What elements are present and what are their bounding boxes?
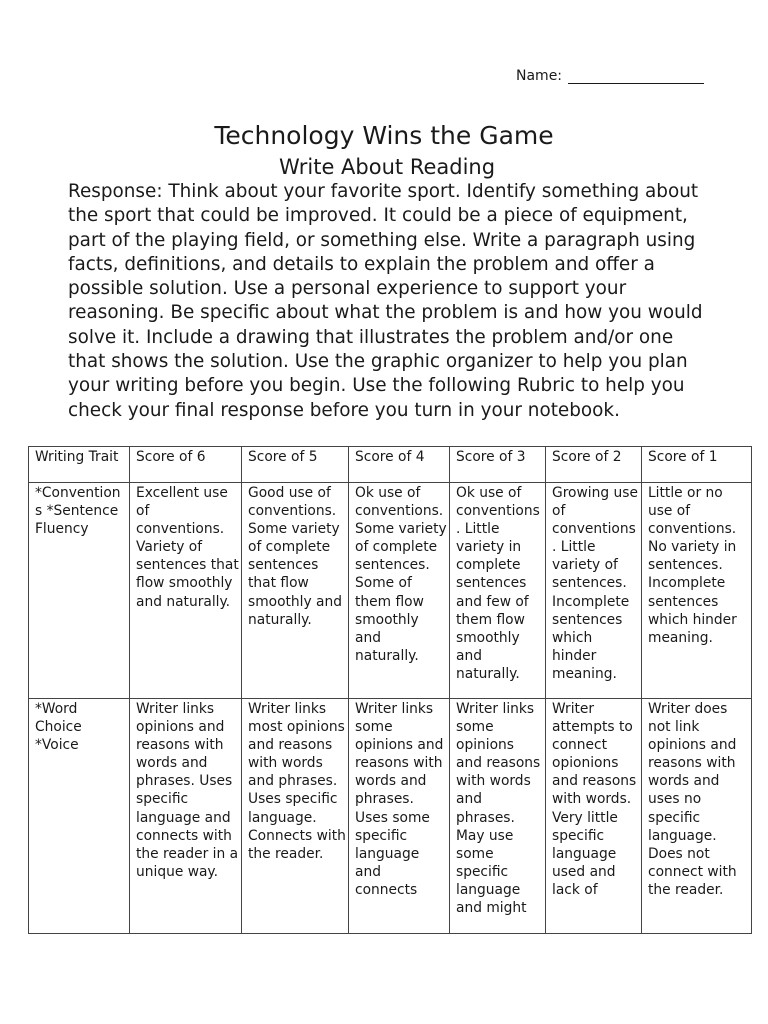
score-3-cell [450,699,546,934]
score-5-text: Good use of conventions. Some variety of complete sentences that flow smoothly and naturally. [248,485,343,628]
score-2-text: Writer attempts to connect opionions and reasons with words. Very little specific language used and lack of [552,701,637,898]
score-4-text: Ok use of conventions. Some variety of complete sentences. Some of them flow smoothly and naturally. [355,485,447,664]
name-label: Name: [516,68,563,84]
header-score-3: Score of 3 [450,447,546,483]
worksheet-subtitle: Write About Reading [278,155,496,179]
score-5-cell [242,699,349,934]
header-score-1: Score of 1 [642,447,752,483]
score-1-text: Little or no use of conventions. No variety in sentences. Incomplete sentences which hinder meaning. [648,485,737,646]
score-1-cell [642,483,752,699]
worksheet-title: Technology Wins the Game [214,121,554,150]
score-1-text: Writer does not link opinions and reasons with words and uses no specific language. Does not connect with the reader. [648,701,737,898]
score-3-text: Writer links some opinions and reasons with words and phrases. May use some specific language and might [456,701,541,917]
name-blank-line[interactable] [568,68,704,84]
header-score-2: Score of 2 [546,447,642,483]
score-5-cell [242,483,349,699]
score-6-cell [130,699,242,934]
trait-text: *Conventions *Sentence Fluency [35,485,121,538]
score-2-text: Growing use of conventions. Little variety of sentences. Incomplete sentences which hinder meaning. [552,485,638,682]
name-field[interactable] [516,68,704,84]
header-writing-trait: Writing Trait [29,447,130,483]
rubric-row-conventions [29,483,752,699]
rubric-row-word-choice [29,699,752,934]
trait-cell [29,699,130,934]
header-score-4: Score of 4 [349,447,450,483]
response-prompt: Response: Think about your favorite sport. Identify something about the sport that could be improved. It could be a piece of equipment, part of the playing field, or something else. Write a paragraph using facts, definitions, and details to explain the problem and offer a possible solution. Use a personal experience to support your reasoning. Be specific about what the problem is and how you would solve it. Include a drawing that illustrates the problem and/or one that shows the solution. Use the graphic organizer to help you plan your writing before you begin. Use the following Rubric to help you check your final response before you turn in your notebook. [68,181,703,421]
score-3-cell [450,483,546,699]
score-6-text: Writer links opinions and reasons with words and phrases. Uses specific language and connects with the reader in a unique way. [136,701,239,880]
rubric-header-row [29,447,752,483]
score-4-cell [349,483,450,699]
score-5-text: Writer links most opinions and reasons with words and phrases. Uses specific language. Connects with the reader. [248,701,346,862]
trait-cell [29,483,130,699]
score-6-cell [130,483,242,699]
score-4-text: Writer links some opinions and reasons with words and phrases. Uses some specific language and connects [355,701,444,898]
score-2-cell [546,699,642,934]
header-score-6: Score of 6 [130,447,242,483]
score-6-text: Excellent use of conventions. Variety of sentences that flow smoothly and naturally. [136,485,239,610]
score-4-cell [349,699,450,934]
header-score-5: Score of 5 [242,447,349,483]
score-3-text: Ok use of conventions. Little variety in complete sentences and few of them flow smoothly and naturally. [456,485,540,682]
rubric-table [28,446,752,934]
score-2-cell [546,483,642,699]
trait-text: *Word Choice *Voice [35,701,82,754]
score-1-cell [642,699,752,934]
